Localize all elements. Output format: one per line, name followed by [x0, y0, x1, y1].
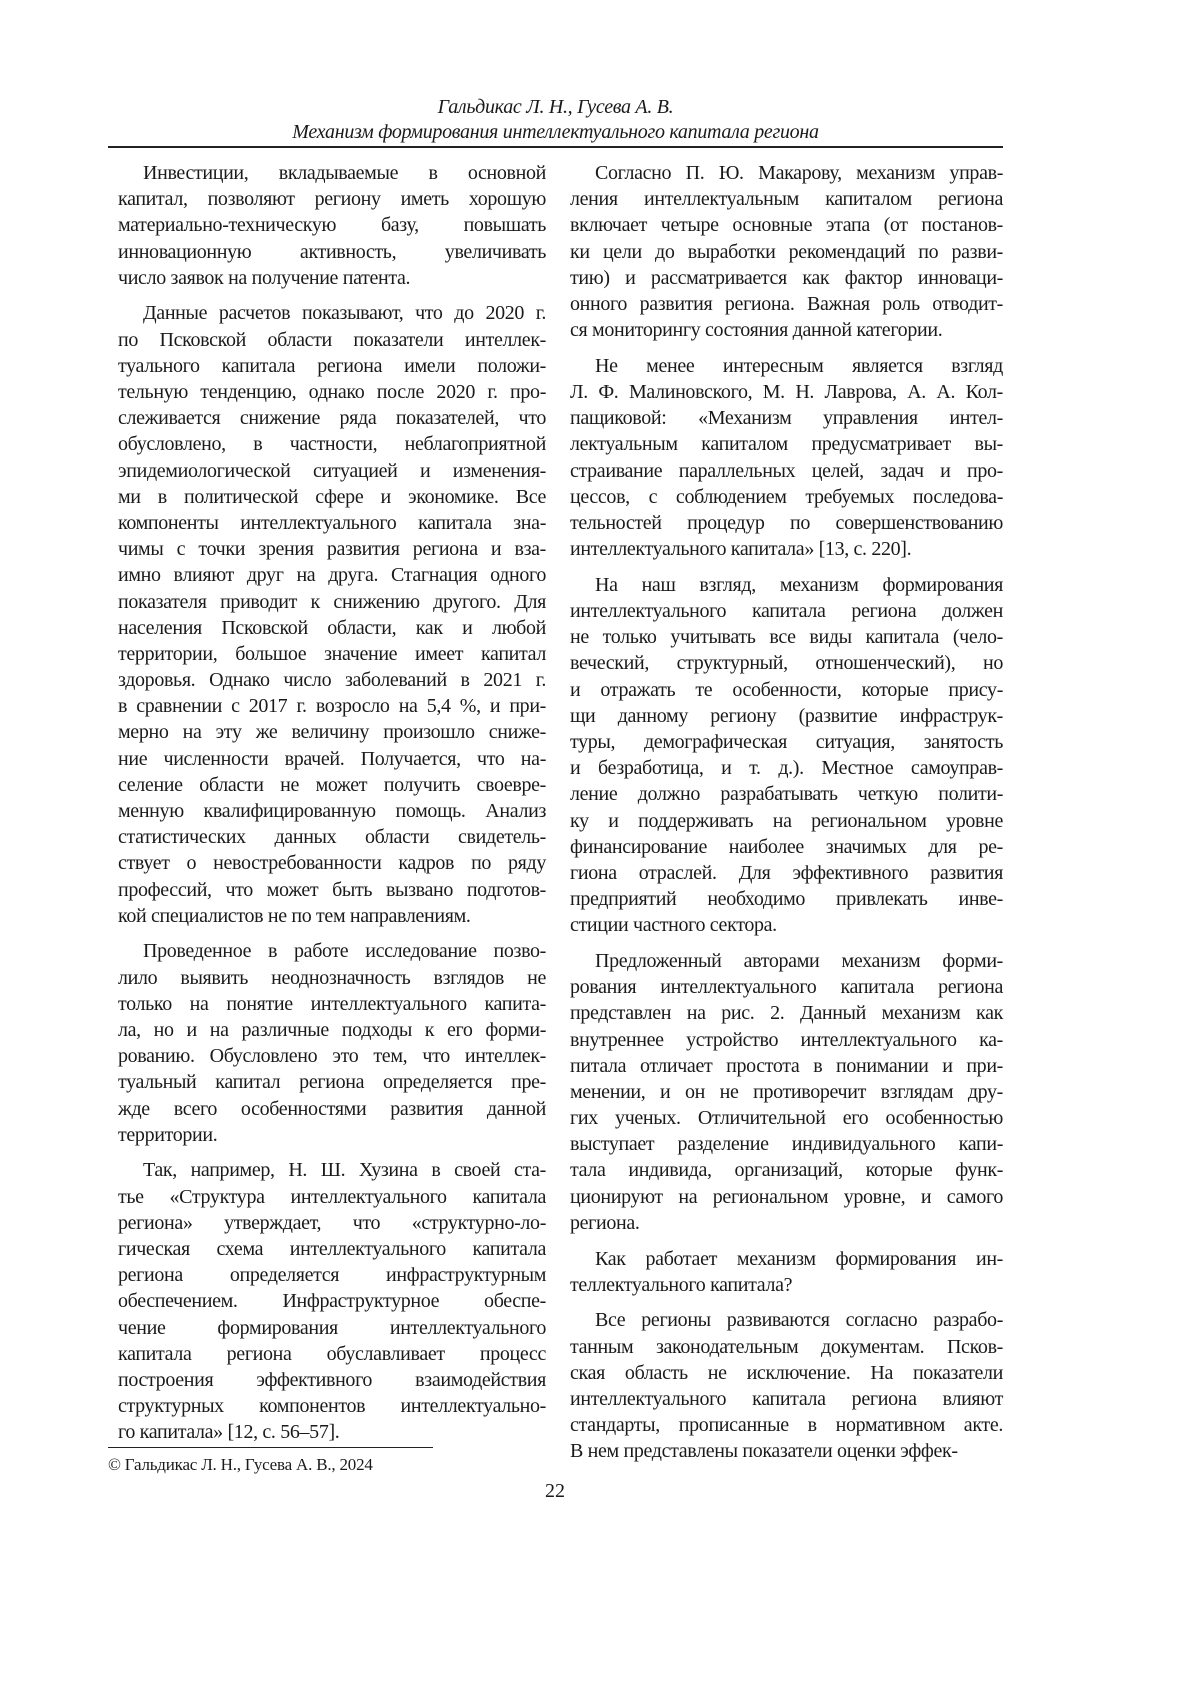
- text-line: кой специалистов не по тем направлениям.: [118, 903, 546, 929]
- text-line: только на понятие интеллектуального капита-: [118, 991, 546, 1017]
- text-line: территории, большое значение имеет капитал: [118, 641, 546, 667]
- text-line: компоненты интеллектуального капитала зна-: [118, 510, 546, 536]
- text-line: обусловлено, в частности, неблагоприятной: [118, 431, 546, 457]
- text-line: лектуальным капиталом предусматривает вы-: [570, 431, 1003, 457]
- text-line: менную квалифицированную помощь. Анализ: [118, 798, 546, 824]
- text-line: цессов, с соблюдением требуемых последова-: [570, 484, 1003, 510]
- text-line: В нем представлены показатели оценки эффек-: [570, 1438, 1003, 1464]
- text-line: профессий, что может быть вызвано подготов-: [118, 877, 546, 903]
- text-line: стиции частного сектора.: [570, 912, 1003, 938]
- paragraph: [118, 160, 546, 291]
- footnote-rule: [108, 1447, 433, 1448]
- page-number: 22: [0, 1480, 1110, 1503]
- text-line: Согласно П. Ю. Макарову, механизм управ-: [570, 160, 1003, 186]
- text-line: по Псковской области показатели интеллек-: [118, 327, 546, 353]
- text-line: выступает разделение индивидуального капи-: [570, 1131, 1003, 1157]
- text-line: интеллектуального капитала региона должен: [570, 598, 1003, 624]
- text-line: структурных компонентов интеллектуально-: [118, 1393, 546, 1419]
- text-line: гих ученых. Отличительной его особенностью: [570, 1105, 1003, 1131]
- paragraph: [570, 572, 1003, 939]
- paragraph: [570, 160, 1003, 343]
- text-line: рования интеллектуального капитала региона: [570, 974, 1003, 1000]
- paragraph: [570, 1307, 1003, 1464]
- text-line: интеллектуального капитала» [13, с. 220].: [570, 536, 1003, 562]
- text-line: щи данному региону (развитие инфраструк-: [570, 703, 1003, 729]
- text-line: веческий, структурный, отношенческий), но: [570, 650, 1003, 676]
- text-line: ла, но и на различные подходы к его форми-: [118, 1017, 546, 1043]
- text-line: материально-техническую базу, повышать: [118, 212, 546, 238]
- right-column: [570, 160, 1003, 1474]
- text-line: чение формирования интеллектуального: [118, 1315, 546, 1341]
- text-line: инновационную активность, увеличивать: [118, 239, 546, 265]
- text-line: ления интеллектуальным капиталом региона: [570, 186, 1003, 212]
- text-line: туальный капитал региона определяется пре-: [118, 1069, 546, 1095]
- paragraph: [570, 1246, 1003, 1298]
- text-line: не только учитывать все виды капитала (чело-: [570, 624, 1003, 650]
- paragraph: [118, 938, 546, 1148]
- text-line: рованию. Обусловлено это тем, что интеллек-: [118, 1043, 546, 1069]
- text-line: Л. Ф. Малиновского, М. Н. Лаврова, А. А. Кол-: [570, 379, 1003, 405]
- text-line: селение области не может получить своевре-: [118, 772, 546, 798]
- text-line: предприятий необходимо привлекать инве-: [570, 886, 1003, 912]
- text-line: финансирование наиболее значимых для ре-: [570, 834, 1003, 860]
- text-line: ление должно разрабатывать четкую полити-: [570, 781, 1003, 807]
- text-line: тию) и рассматривается как фактор инноваци-: [570, 265, 1003, 291]
- text-line: капитала региона обуславливает процесс: [118, 1341, 546, 1367]
- text-line: здоровья. Однако число заболеваний в 2021 г.: [118, 667, 546, 693]
- paragraph: [570, 948, 1003, 1236]
- text-line: тье «Структура интеллектуального капитала: [118, 1184, 546, 1210]
- text-line: ская область не исключение. На показатели: [570, 1360, 1003, 1386]
- text-line: статистических данных области свидетель-: [118, 824, 546, 850]
- text-line: Предложенный авторами механизм форми-: [570, 948, 1003, 974]
- text-line: гическая схема интеллектуального капитала: [118, 1236, 546, 1262]
- text-line: тала индивида, организаций, которые функ-: [570, 1157, 1003, 1183]
- text-line: теллектуального капитала?: [570, 1272, 1003, 1298]
- text-line: внутреннее устройство интеллектуального ка-: [570, 1027, 1003, 1053]
- running-header-authors: Гальдикас Л. Н., Гусева А. В.: [108, 96, 1003, 119]
- left-column: [118, 160, 546, 1455]
- text-line: чимы с точки зрения развития региона и вза-: [118, 536, 546, 562]
- text-line: пащиковой: «Механизм управления интел-: [570, 405, 1003, 431]
- text-line: и безработица, и т. д.). Местное самоуправ-: [570, 755, 1003, 781]
- paragraph: [570, 353, 1003, 563]
- text-line: региона» утверждает, что «структурно-ло-: [118, 1210, 546, 1236]
- text-line: региона.: [570, 1210, 1003, 1236]
- text-line: онного развития региона. Важная роль отводит-: [570, 291, 1003, 317]
- text-line: Как работает механизм формирования ин-: [570, 1246, 1003, 1272]
- text-line: Данные расчетов показывают, что до 2020 г.: [118, 300, 546, 326]
- text-line: туального капитала региона имели положи-: [118, 353, 546, 379]
- text-line: территории.: [118, 1122, 546, 1148]
- text-line: населения Псковской области, как и любой: [118, 615, 546, 641]
- text-line: ние численности врачей. Получается, что на-: [118, 746, 546, 772]
- text-line: Не менее интересным является взгляд: [570, 353, 1003, 379]
- header-rule: [108, 146, 1003, 148]
- text-line: представлен на рис. 2. Данный механизм как: [570, 1000, 1003, 1026]
- text-line: ционируют на региональном уровне, и самого: [570, 1184, 1003, 1210]
- paragraph: [118, 1157, 546, 1445]
- text-line: стандарты, прописанные в нормативном акте.: [570, 1412, 1003, 1438]
- text-line: обеспечением. Инфраструктурное обеспе-: [118, 1288, 546, 1314]
- text-line: Инвестиции, вкладываемые в основной: [118, 160, 546, 186]
- text-line: ствует о невостребованности кадров по ряду: [118, 850, 546, 876]
- text-line: слеживается снижение ряда показателей, что: [118, 405, 546, 431]
- text-line: жде всего особенностями развития данной: [118, 1096, 546, 1122]
- text-line: число заявок на получение патента.: [118, 265, 546, 291]
- text-line: ми в политической сфере и экономике. Все: [118, 484, 546, 510]
- text-line: туры, демографическая ситуация, занятость: [570, 729, 1003, 755]
- text-line: включает четыре основные этапа (от постанов-: [570, 212, 1003, 238]
- text-line: го капитала» [12, с. 56–57].: [118, 1419, 546, 1445]
- text-line: тельностей процедур по совершенствованию: [570, 510, 1003, 536]
- text-line: имно влияют друг на друга. Стагнация одного: [118, 562, 546, 588]
- text-line: региона определяется инфраструктурным: [118, 1262, 546, 1288]
- text-line: построения эффективного взаимодействия: [118, 1367, 546, 1393]
- text-line: капитал, позволяют региону иметь хорошую: [118, 186, 546, 212]
- text-line: лило выявить неоднозначность взглядов не: [118, 965, 546, 991]
- text-line: мерно на эту же величину произошло сниже-: [118, 719, 546, 745]
- text-line: в сравнении с 2017 г. возросло на 5,4 %, и при-: [118, 693, 546, 719]
- text-line: эпидемиологической ситуацией и изменения-: [118, 458, 546, 484]
- text-line: ки цели до выработки рекомендаций по разви-: [570, 239, 1003, 265]
- copyright-footnote: © Гальдикас Л. Н., Гусева А. В., 2024: [108, 1455, 373, 1475]
- text-line: питала отличает простота в понимании и при-: [570, 1053, 1003, 1079]
- text-line: интеллектуального капитала региона влияют: [570, 1386, 1003, 1412]
- text-line: Так, например, Н. Ш. Хузина в своей ста-: [118, 1157, 546, 1183]
- text-line: Проведенное в работе исследование позво-: [118, 938, 546, 964]
- text-line: Все регионы развиваются согласно разрабо-: [570, 1307, 1003, 1333]
- text-line: тельную тенденцию, однако после 2020 г. про-: [118, 379, 546, 405]
- text-line: показателя приводит к снижению другого. Для: [118, 589, 546, 615]
- text-line: менении, и он не противоречит взглядам дру-: [570, 1079, 1003, 1105]
- text-line: и отражать те особенности, которые прису-: [570, 677, 1003, 703]
- text-line: танным законодательным документам. Псков-: [570, 1334, 1003, 1360]
- text-line: На наш взгляд, механизм формирования: [570, 572, 1003, 598]
- running-header-title: Механизм формирования интеллектуального капитала региона: [108, 121, 1003, 144]
- text-line: ся мониторингу состояния данной категории.: [570, 317, 1003, 343]
- paragraph: [118, 300, 546, 929]
- text-line: гиона отраслей. Для эффективного развития: [570, 860, 1003, 886]
- text-line: страивание параллельных целей, задач и про-: [570, 458, 1003, 484]
- text-line: ку и поддерживать на региональном уровне: [570, 808, 1003, 834]
